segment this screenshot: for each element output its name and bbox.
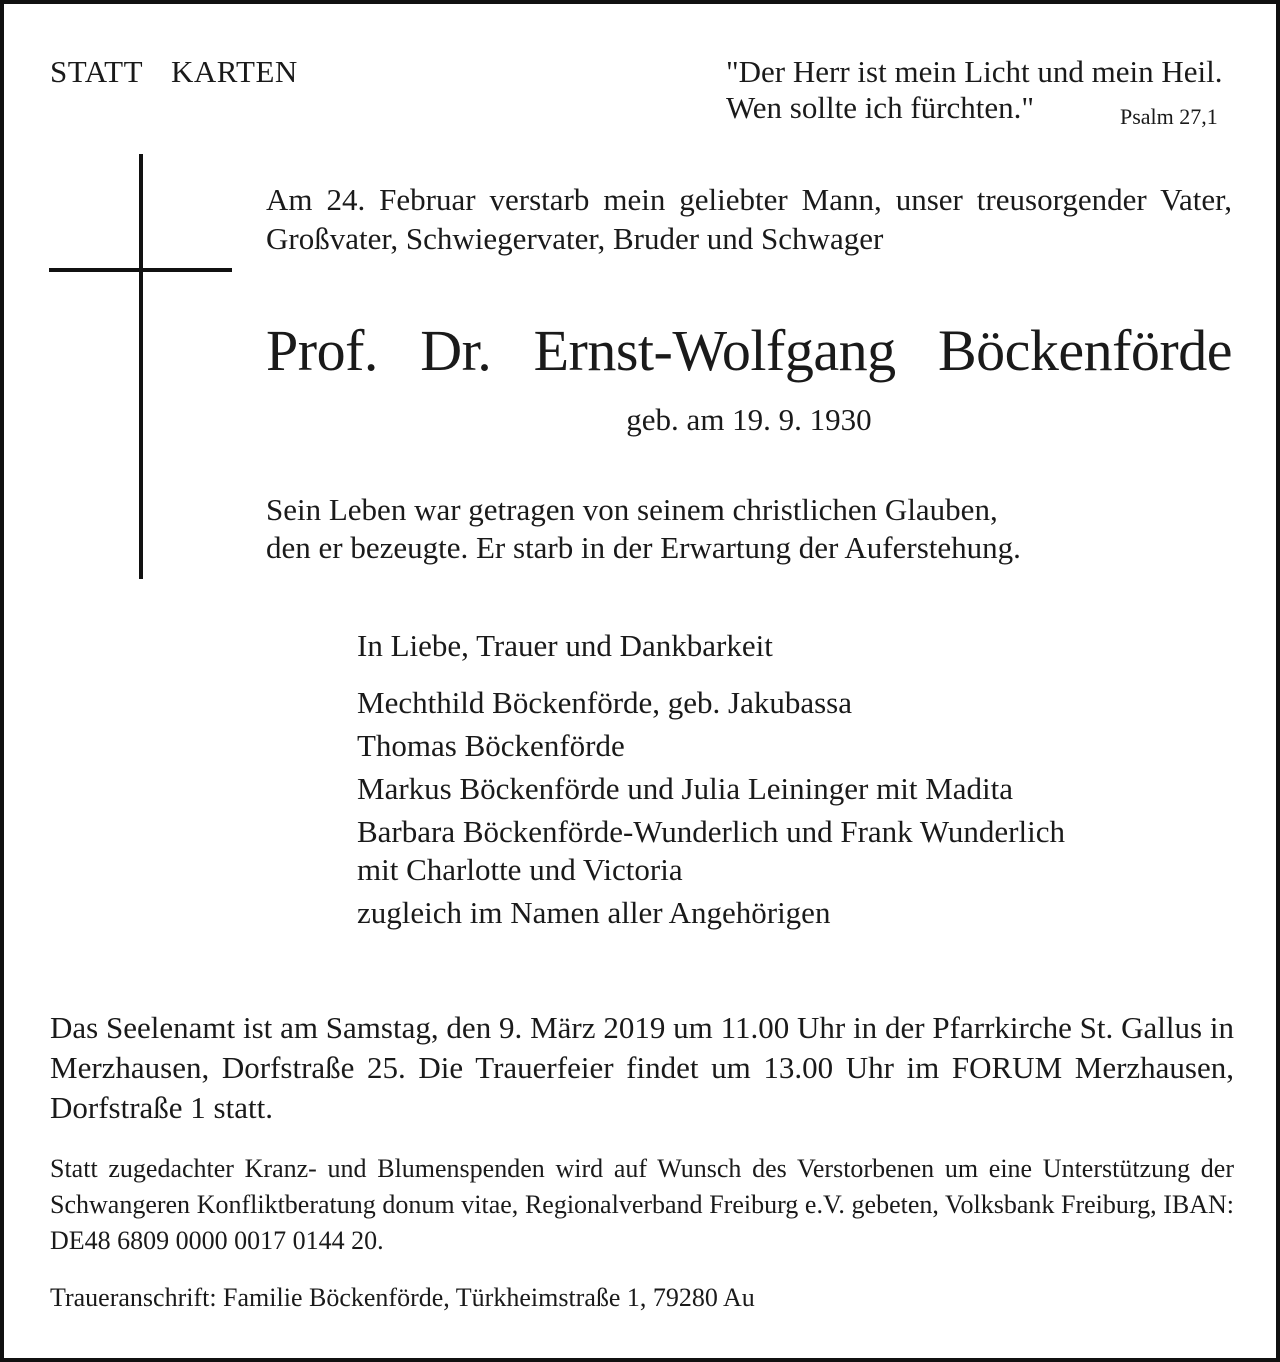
mourning-phrase: In Liebe, Trauer und Dankbarkeit [357, 628, 773, 663]
mourner-name: Barbara Böckenförde-Wunderlich und Frank Wunderlich [357, 814, 1065, 849]
faith-statement [266, 491, 1021, 567]
birth-date: geb. am 19. 9. 1930 [626, 402, 872, 437]
service-details: Das Seelenamt ist am Samstag, den 9. März 2019 um 11.00 Uhr in der Pfarrkirche St. Gallus in Merzhausen, Dorfstraße 25. Die Trauerfeier findet um 13.00 Uhr im FORUM Merzhausen, Dorfstraße 1 statt. [50, 1010, 1234, 1125]
death-announcement-text: Am 24. Februar verstarb mein geliebter Mann, unser treusorgender Vater, Großvater, Schwiegervater, Bruder und Schwager [266, 182, 1232, 256]
faith-line-2: den er bezeugte. Er starb in der Erwartung der Auferstehung. [266, 530, 1021, 565]
deceased-name: Prof. Dr. Ernst-Wolfgang Böckenförde [266, 318, 1232, 383]
mourner-name: Thomas Böckenförde [357, 728, 625, 763]
faith-line-1: Sein Leben war getragen von seinem christlichen Glauben, [266, 492, 998, 527]
cross-icon-horizontal [49, 268, 232, 272]
mourning-address: Traueranschrift: Familie Böckenförde, Türkheimstraße 1, 79280 Au [50, 1283, 755, 1312]
mourners-list [357, 684, 1065, 937]
mourner-name: Mechthild Böckenförde, geb. Jakubassa [357, 685, 853, 720]
statt-karten-label: STATT KARTEN [50, 54, 298, 89]
mourner-name: Markus Böckenförde und Julia Leininger mit Madita [357, 771, 1014, 806]
quote-line-2: Wen sollte ich fürchten." [726, 90, 1035, 125]
quote-source: Psalm 27,1 [1120, 104, 1218, 129]
donation-request: Statt zugedachter Kranz- und Blumenspenden wird auf Wunsch des Verstorbenen um eine Unterstützung der Schwangeren Konfliktberatung donum vitae, Regionalverband Freiburg e.V. gebeten, Volksbank Freiburg, IBAN: DE48 6809 0000 0017 0144 20. [50, 1154, 1234, 1255]
mourner-name-continued: mit Charlotte und Victoria [357, 852, 683, 887]
cross-icon-vertical [139, 154, 143, 579]
quote-line-1: "Der Herr ist mein Licht und mein Heil. [726, 54, 1223, 89]
mourner-name: zugleich im Namen aller Angehörigen [357, 895, 831, 930]
